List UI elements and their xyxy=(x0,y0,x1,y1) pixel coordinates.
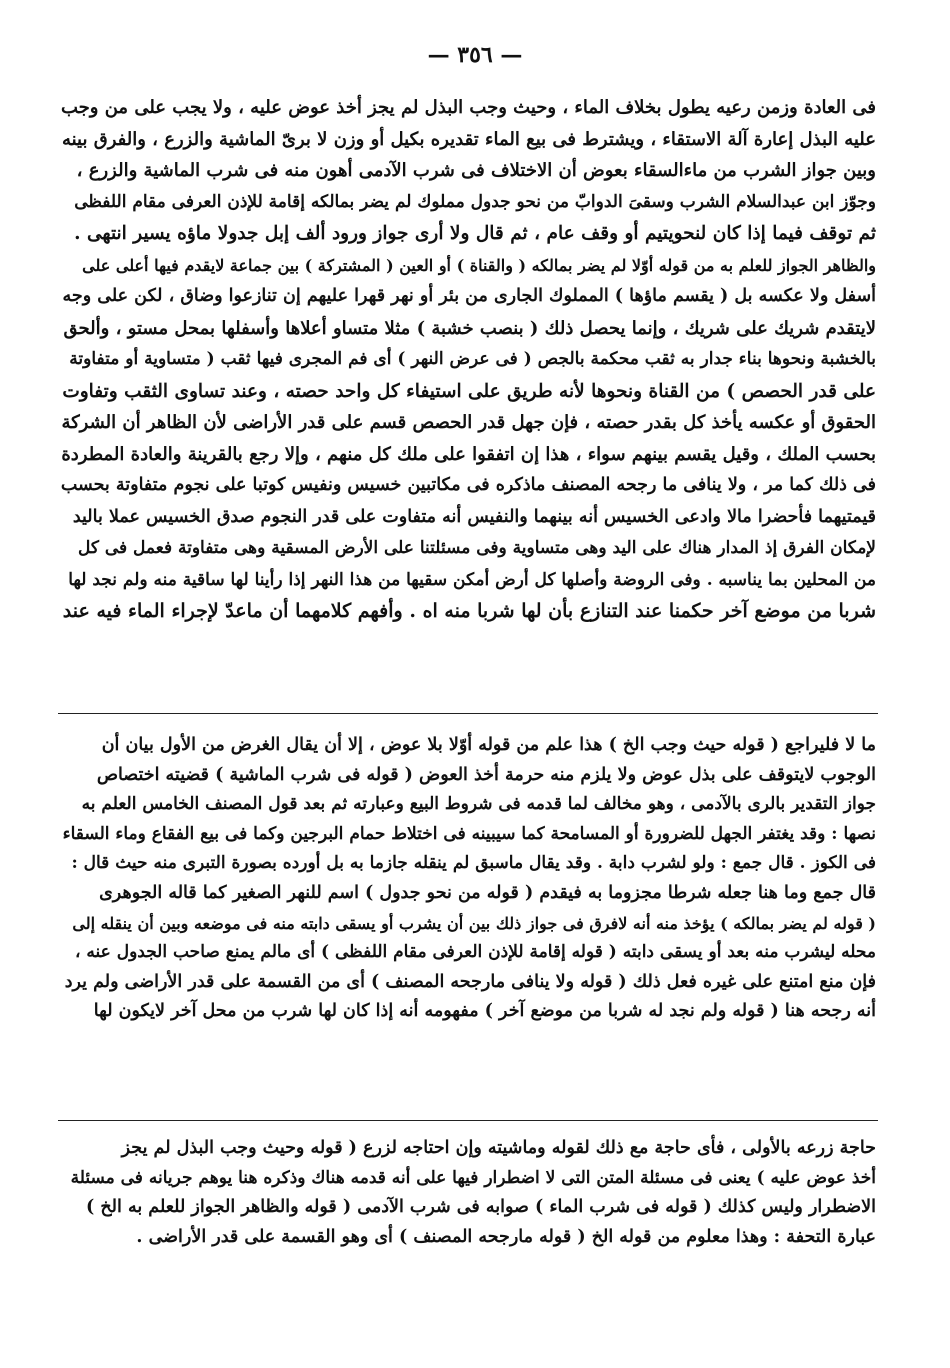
commentary-line: فى الكوز . قال جمع : ولو لشرب دابة . وقد يقال ماسبق لم ينقله جازما به بل أورده بصورة التبرى منه حيث قال : xyxy=(71,853,876,874)
main-text-line: وجوّز ابن عبدالسلام الشرب وسقىَ الدوابّ من نحو جدول مملوك لم يضر بمالكه إقامة للإذن العرفى مقام اللفظى xyxy=(74,191,876,212)
commentary-line: ما لا فليراجع ( قوله حيث وجب الخ ) هذا علم من قوله أوّلا بلا عوض ، إلا أن يقال الغرض من الأول بيان أن xyxy=(101,735,876,755)
main-text-line: لإمكان الفرق إذ المدار هناك على اليد وهى متساوية وفى مسئلتنا على الأرض المسقية وهى متفاوتة فعمل فى كل xyxy=(77,538,876,558)
main-text-block xyxy=(60,92,876,628)
main-text-line: على قدر الحصص ) من القناة ونحوها لأنه طريق على استيفاء كل واحد حصته ، وعند تساوى الثقب وتفاوت xyxy=(62,380,876,402)
commentary-block-2 xyxy=(60,1134,876,1252)
main-text-line: وبين جواز الشرب من ماءالسقاء بعوض أن الاختلاف فى شرب الآدمى أهون منه فى شرب الماشية والزرع ، xyxy=(76,160,876,181)
main-text-line: فى العادة وزمن رعيه يطول بخلاف الماء ، وحيث وجب البذل لم يجز أخذ عوض عليه ، ولا يجب على من وجب xyxy=(60,97,876,118)
commentary-block-1 xyxy=(60,731,876,1027)
main-text-line: لايتقدم شريك على شريك ، وإنما يحصل ذلك ( بنصب خشبة ) مثلا متساو أعلاها وأسفلها بمحل مستو ، وألحق xyxy=(63,317,876,339)
commentary-line: قال جمع وما هنا جعله شرطا مجزوما به فيقدم ( قوله من نحو جدول ) اسم للنهر الصغير كما قاله الجوهرى xyxy=(99,882,876,903)
main-text-line: قيمتيهما فأحضرا مالا وادعى الخسيس أنه بينهما والنفيس أنه متفاوت على قدر النجوم صدق الخسيس عملا باليد xyxy=(72,506,876,527)
main-text-line: الحقوق أو عكسه يأخذ كل بقدر حصته ، فإن جهل قدر الحصص قسم على قدر الأراضى لأن الظاهر أن الشركة xyxy=(61,412,876,433)
main-text-line: بالخشبة ونحوها بناء جدار به ثقب محكمة بالجص ( فى عرض النهر ) أى فم المجرى فيها ثقب ( متساوية أو متفاوتة xyxy=(69,349,876,369)
commentary-line: محله ليشرب منه بعد أو يسقى دابته ( قوله إقامة للإذن العرفى مقام اللفظى ) أى مالم يمنع صاحب الجدول عنه ، xyxy=(75,942,876,963)
main-text-line: والظاهر الجواز للعلم به من قوله أوّلا لم يضر بمالكه ( والقناة ) أو العين ( المشتركة ) بين جماعة لايقدم فيها أعلى على xyxy=(82,255,876,275)
commentary-line: نصها : وقد يغتفر الجهل للضرورة أو المسامحة كما سيبينه فى اختلاط حمام البرجين وكما فى بيع الفقاع وماء السقاء xyxy=(62,823,876,844)
commentary-line: الوجوب لايتوقف على بذل عوض ولا يلزم منه حرمة أخذ العوض ( قوله فى شرب الماشية ) قضيته اختصاص xyxy=(96,764,876,785)
commentary-line: عبارة التحفة : وهذا معلوم من قوله الخ ( قوله مارجحه المصنف ) أى وهو القسمة على قدر الأراضى . xyxy=(136,1226,876,1247)
section-divider xyxy=(58,1120,878,1121)
commentary-line: الاضطرار وليس كذلك ( قوله فى شرب الماء ) صوابه فى شرب الآدمى ( قوله والظاهر الجواز للعلم به الخ ) xyxy=(86,1197,876,1218)
main-text-line: شربا من موضع آخر حكمنا عند التنازع بأن لها شربا منه اه . وأفهم كلامهما أن ماعدّ لإجراء الماء فيه عند xyxy=(62,600,876,622)
commentary-line: أنه رجحه هنا ( قوله ولم نجد له شربا من موضع آخر ) مفهومه أنه إذا كان لها شرب من محل آخر لايكون لها xyxy=(93,1001,876,1022)
section-divider xyxy=(58,713,878,714)
commentary-line: جواز التقدير بالرى بالآدمى ، وهو مخالف لما قدمه فى شروط البيع وعبارته ثم بعد قول المصنف الخامس العلم به xyxy=(81,794,876,815)
commentary-line: حاجة زرعه بالأولى ، فأى حاجة مع ذلك لقوله وماشيته وإن احتاجه لزرع ( قوله وحيث وجب البذل لم يجز xyxy=(121,1138,876,1158)
commentary-line: فإن منع امتنع على غيره فعل ذلك ( قوله ولا ينافى مارجحه المصنف ) أى من القسمة على قدر الأراضى ولم يرد xyxy=(64,971,876,992)
commentary-line: أخذ عوض عليه ) يعنى فى مسئلة المتن التى لا اضطرار فيها على أنه قدمه هناك وذكره هنا يوهم جريانه فى مسئلة xyxy=(70,1167,876,1188)
main-text-line: ثم توقف فيما إذا كان لنحويتيم أو وقف عام ، ثم قال ولا أرى جواز ورود ألف إبل جدولا ماؤه يسير انتهى . xyxy=(74,223,876,244)
main-text-line: عليه البذل إعارة آلة الاستقاء ، ويشترط فى بيع الماء تقديره بكيل أو وزن لا برىّ الماشية والزرع ، والفرق بينه xyxy=(61,128,876,150)
main-text-line: فى ذلك كما مر ، ولا ينافى ما رجحه المصنف ماذكره فى مكاتبين خسيس ونفيس كوتبا على نجوم متفاوتة بحسب xyxy=(60,475,876,495)
main-text-line: أسفل ولا عكسه بل ( يقسم ماؤها ) المملوك الجارى من بئر أو نهر قهرا عليهم إن تنازعوا وضاق ، لكن على وجه xyxy=(62,286,876,306)
page-number: — ٣٥٦ — xyxy=(427,42,523,68)
commentary-line: ( قوله لم يضر بمالكه ) يؤخذ منه أنه لافرق فى جواز ذلك بين أن يشرب أو يسقى دابته منه فى موضعه وبين أن ينقله إلى xyxy=(72,913,876,933)
main-text-line: بحسب الملك ، وقيل يقسم بينهم سواء ، هذا إن اتفقوا على ملك كل منهم ، وإلا رجع بالقرينة والعادة المطردة xyxy=(61,443,876,465)
main-text-line: من المحلين بما يناسبه . وفى الروضة وأصلها كل أرض أمكن سقيها من هذا النهر إذا رأينا لها ساقية منه ولم نجد لها xyxy=(68,569,876,590)
